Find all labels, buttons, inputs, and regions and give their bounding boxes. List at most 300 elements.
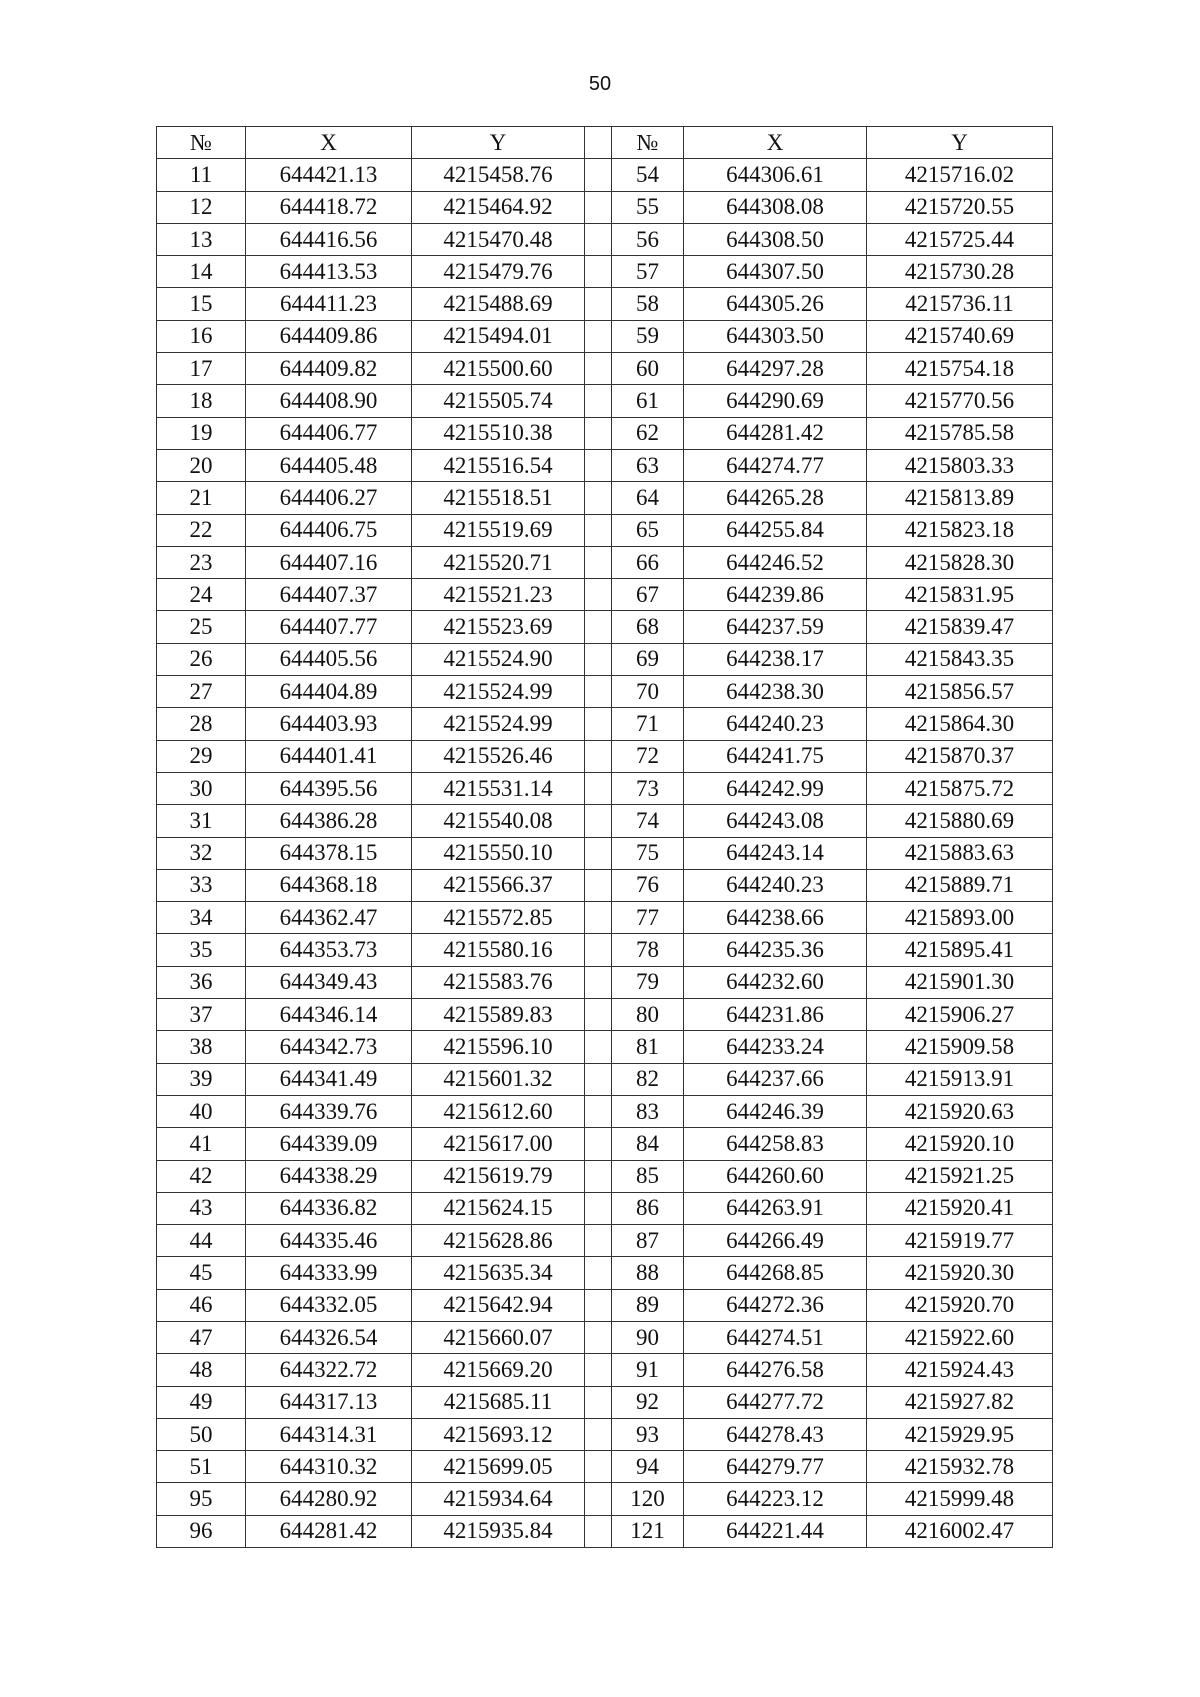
- cell-right-x: 644231.86: [684, 999, 867, 1031]
- cell-left-number: 31: [157, 805, 246, 837]
- cell-right-number: 58: [612, 288, 684, 320]
- cell-left-y: 4215624.15: [412, 1192, 585, 1224]
- cell-right-number: 70: [612, 676, 684, 708]
- cell-left-x: 644418.72: [246, 191, 412, 223]
- cell-left-number: 20: [157, 449, 246, 481]
- cell-right-x: 644278.43: [684, 1418, 867, 1450]
- cell-left-x: 644332.05: [246, 1289, 412, 1321]
- cell-right-y: 4215906.27: [867, 999, 1053, 1031]
- cell-right-x: 644265.28: [684, 482, 867, 514]
- table-row: [157, 1095, 1053, 1127]
- cell-left-x: 644413.53: [246, 256, 412, 288]
- cell-left-number: 45: [157, 1257, 246, 1289]
- cell-left-x: 644407.77: [246, 611, 412, 643]
- column-gap: [585, 676, 612, 708]
- cell-right-x: 644307.50: [684, 256, 867, 288]
- cell-right-number: 93: [612, 1418, 684, 1450]
- cell-right-x: 644221.44: [684, 1515, 867, 1547]
- header-x-left: X: [246, 127, 412, 159]
- column-gap: [585, 1128, 612, 1160]
- cell-left-number: 25: [157, 611, 246, 643]
- table-row: [157, 708, 1053, 740]
- cell-right-number: 121: [612, 1515, 684, 1547]
- cell-left-y: 4215458.76: [412, 159, 585, 191]
- cell-right-x: 644306.61: [684, 159, 867, 191]
- cell-right-y: 4215785.58: [867, 417, 1053, 449]
- cell-left-number: 15: [157, 288, 246, 320]
- cell-right-number: 66: [612, 546, 684, 578]
- cell-right-y: 4215921.25: [867, 1160, 1053, 1192]
- cell-left-number: 42: [157, 1160, 246, 1192]
- table-row: [157, 191, 1053, 223]
- cell-left-number: 44: [157, 1225, 246, 1257]
- cell-right-x: 644277.72: [684, 1386, 867, 1418]
- cell-left-y: 4215589.83: [412, 999, 585, 1031]
- table-row: [157, 256, 1053, 288]
- cell-right-x: 644268.85: [684, 1257, 867, 1289]
- cell-left-number: 96: [157, 1515, 246, 1547]
- cell-right-y: 4215839.47: [867, 611, 1053, 643]
- cell-left-number: 30: [157, 772, 246, 804]
- cell-right-x: 644260.60: [684, 1160, 867, 1192]
- header-y-left: Y: [412, 127, 585, 159]
- table-row: [157, 1225, 1053, 1257]
- column-gap: [585, 1354, 612, 1386]
- cell-left-number: 27: [157, 676, 246, 708]
- cell-left-x: 644406.77: [246, 417, 412, 449]
- cell-right-number: 73: [612, 772, 684, 804]
- cell-right-x: 644223.12: [684, 1483, 867, 1515]
- table-row: [157, 999, 1053, 1031]
- cell-right-y: 4215919.77: [867, 1225, 1053, 1257]
- cell-right-x: 644281.42: [684, 417, 867, 449]
- column-gap: [585, 611, 612, 643]
- column-gap: [585, 837, 612, 869]
- cell-left-number: 47: [157, 1321, 246, 1353]
- cell-left-x: 644386.28: [246, 805, 412, 837]
- cell-left-y: 4215935.84: [412, 1515, 585, 1547]
- table-header-row: [157, 127, 1053, 159]
- cell-left-y: 4215524.99: [412, 708, 585, 740]
- cell-left-number: 23: [157, 546, 246, 578]
- cell-right-number: 71: [612, 708, 684, 740]
- cell-right-y: 4215813.89: [867, 482, 1053, 514]
- column-gap: [585, 1095, 612, 1127]
- cell-right-number: 76: [612, 869, 684, 901]
- table-row: [157, 1418, 1053, 1450]
- cell-left-number: 51: [157, 1451, 246, 1483]
- table-row: [157, 159, 1053, 191]
- cell-right-number: 92: [612, 1386, 684, 1418]
- cell-right-y: 4215927.82: [867, 1386, 1053, 1418]
- cell-left-x: 644317.13: [246, 1386, 412, 1418]
- header-number-right: №: [612, 127, 684, 159]
- cell-left-number: 39: [157, 1063, 246, 1095]
- table-row: [157, 1354, 1053, 1386]
- cell-left-x: 644421.13: [246, 159, 412, 191]
- cell-right-y: 4215932.78: [867, 1451, 1053, 1483]
- cell-left-y: 4215566.37: [412, 869, 585, 901]
- cell-left-number: 26: [157, 643, 246, 675]
- cell-left-x: 644416.56: [246, 223, 412, 255]
- table-row: [157, 643, 1053, 675]
- column-gap: [585, 1451, 612, 1483]
- cell-right-x: 644246.52: [684, 546, 867, 578]
- cell-left-y: 4215693.12: [412, 1418, 585, 1450]
- cell-right-number: 75: [612, 837, 684, 869]
- cell-right-number: 90: [612, 1321, 684, 1353]
- cell-left-number: 16: [157, 320, 246, 352]
- cell-left-y: 4215642.94: [412, 1289, 585, 1321]
- cell-left-number: 36: [157, 966, 246, 998]
- cell-left-y: 4215699.05: [412, 1451, 585, 1483]
- cell-left-y: 4215523.69: [412, 611, 585, 643]
- cell-left-y: 4215583.76: [412, 966, 585, 998]
- cell-right-y: 4215856.57: [867, 676, 1053, 708]
- table-row: [157, 1031, 1053, 1063]
- cell-left-x: 644336.82: [246, 1192, 412, 1224]
- cell-right-x: 644237.66: [684, 1063, 867, 1095]
- cell-right-number: 88: [612, 1257, 684, 1289]
- cell-right-y: 4215880.69: [867, 805, 1053, 837]
- cell-left-x: 644346.14: [246, 999, 412, 1031]
- table-row: [157, 934, 1053, 966]
- cell-right-number: 68: [612, 611, 684, 643]
- header-x-right: X: [684, 127, 867, 159]
- cell-left-number: 24: [157, 579, 246, 611]
- column-gap: [585, 159, 612, 191]
- cell-left-number: 34: [157, 902, 246, 934]
- column-gap: [585, 482, 612, 514]
- cell-right-x: 644266.49: [684, 1225, 867, 1257]
- cell-right-x: 644305.26: [684, 288, 867, 320]
- cell-left-x: 644281.42: [246, 1515, 412, 1547]
- column-gap: [585, 1257, 612, 1289]
- table-row: [157, 1128, 1053, 1160]
- cell-right-y: 4215730.28: [867, 256, 1053, 288]
- cell-right-number: 86: [612, 1192, 684, 1224]
- cell-left-number: 32: [157, 837, 246, 869]
- cell-right-x: 644276.58: [684, 1354, 867, 1386]
- cell-right-y: 4215895.41: [867, 934, 1053, 966]
- cell-left-x: 644407.37: [246, 579, 412, 611]
- cell-right-y: 4215922.60: [867, 1321, 1053, 1353]
- cell-right-y: 4215725.44: [867, 223, 1053, 255]
- cell-left-y: 4215470.48: [412, 223, 585, 255]
- cell-right-x: 644242.99: [684, 772, 867, 804]
- table-row: [157, 676, 1053, 708]
- cell-left-y: 4215488.69: [412, 288, 585, 320]
- cell-right-x: 644279.77: [684, 1451, 867, 1483]
- cell-left-y: 4215510.38: [412, 417, 585, 449]
- cell-right-number: 78: [612, 934, 684, 966]
- cell-left-number: 46: [157, 1289, 246, 1321]
- cell-right-x: 644303.50: [684, 320, 867, 352]
- cell-left-x: 644407.16: [246, 546, 412, 578]
- cell-left-y: 4215550.10: [412, 837, 585, 869]
- table-row: [157, 546, 1053, 578]
- cell-right-y: 4216002.47: [867, 1515, 1053, 1547]
- column-gap: [585, 966, 612, 998]
- cell-right-y: 4215901.30: [867, 966, 1053, 998]
- column-gap: [585, 902, 612, 934]
- cell-left-number: 38: [157, 1031, 246, 1063]
- cell-right-y: 4215913.91: [867, 1063, 1053, 1095]
- cell-right-y: 4215754.18: [867, 353, 1053, 385]
- column-gap: [585, 256, 612, 288]
- cell-right-x: 644235.36: [684, 934, 867, 966]
- cell-left-y: 4215540.08: [412, 805, 585, 837]
- cell-left-y: 4215934.64: [412, 1483, 585, 1515]
- column-gap: [585, 223, 612, 255]
- cell-left-x: 644362.47: [246, 902, 412, 934]
- cell-left-number: 17: [157, 353, 246, 385]
- column-gap: [585, 1192, 612, 1224]
- cell-right-y: 4215999.48: [867, 1483, 1053, 1515]
- cell-right-number: 85: [612, 1160, 684, 1192]
- cell-right-x: 644246.39: [684, 1095, 867, 1127]
- cell-left-y: 4215494.01: [412, 320, 585, 352]
- cell-left-number: 28: [157, 708, 246, 740]
- cell-right-y: 4215716.02: [867, 159, 1053, 191]
- cell-right-y: 4215843.35: [867, 643, 1053, 675]
- cell-left-number: 12: [157, 191, 246, 223]
- cell-right-x: 644274.77: [684, 449, 867, 481]
- table-row: [157, 1063, 1053, 1095]
- cell-left-number: 95: [157, 1483, 246, 1515]
- cell-left-y: 4215524.90: [412, 643, 585, 675]
- cell-right-number: 61: [612, 385, 684, 417]
- cell-left-y: 4215524.99: [412, 676, 585, 708]
- table-row: [157, 288, 1053, 320]
- table-row: [157, 1257, 1053, 1289]
- column-gap: [585, 708, 612, 740]
- cell-right-number: 82: [612, 1063, 684, 1095]
- cell-left-x: 644310.32: [246, 1451, 412, 1483]
- cell-right-number: 69: [612, 643, 684, 675]
- cell-right-x: 644272.36: [684, 1289, 867, 1321]
- cell-left-y: 4215521.23: [412, 579, 585, 611]
- column-gap: [585, 999, 612, 1031]
- table-row: [157, 740, 1053, 772]
- column-gap: [585, 1225, 612, 1257]
- cell-left-number: 19: [157, 417, 246, 449]
- column-gap: [585, 385, 612, 417]
- cell-left-number: 49: [157, 1386, 246, 1418]
- cell-right-x: 644241.75: [684, 740, 867, 772]
- table-row: [157, 417, 1053, 449]
- cell-right-y: 4215720.55: [867, 191, 1053, 223]
- column-gap: [585, 1160, 612, 1192]
- cell-right-number: 64: [612, 482, 684, 514]
- table-row: [157, 611, 1053, 643]
- table-row: [157, 902, 1053, 934]
- table-row: [157, 1321, 1053, 1353]
- cell-left-number: 13: [157, 223, 246, 255]
- cell-right-y: 4215909.58: [867, 1031, 1053, 1063]
- column-gap: [585, 1031, 612, 1063]
- cell-right-number: 77: [612, 902, 684, 934]
- column-gap: [585, 1418, 612, 1450]
- cell-right-y: 4215823.18: [867, 514, 1053, 546]
- cell-right-number: 67: [612, 579, 684, 611]
- cell-left-x: 644404.89: [246, 676, 412, 708]
- page-number: 50: [588, 73, 612, 95]
- cell-right-number: 91: [612, 1354, 684, 1386]
- cell-right-x: 644243.08: [684, 805, 867, 837]
- cell-right-number: 72: [612, 740, 684, 772]
- cell-left-y: 4215617.00: [412, 1128, 585, 1160]
- table-row: [157, 1451, 1053, 1483]
- cell-right-x: 644263.91: [684, 1192, 867, 1224]
- cell-left-y: 4215479.76: [412, 256, 585, 288]
- cell-left-x: 644406.75: [246, 514, 412, 546]
- cell-left-number: 18: [157, 385, 246, 417]
- cell-left-x: 644395.56: [246, 772, 412, 804]
- cell-right-y: 4215875.72: [867, 772, 1053, 804]
- cell-right-x: 644290.69: [684, 385, 867, 417]
- table-row: [157, 837, 1053, 869]
- cell-right-y: 4215740.69: [867, 320, 1053, 352]
- table-row: [157, 1483, 1053, 1515]
- cell-left-x: 644405.48: [246, 449, 412, 481]
- cell-right-x: 644258.83: [684, 1128, 867, 1160]
- table-row: [157, 449, 1053, 481]
- cell-right-number: 120: [612, 1483, 684, 1515]
- cell-left-x: 644339.76: [246, 1095, 412, 1127]
- cell-left-x: 644341.49: [246, 1063, 412, 1095]
- table-body: [157, 159, 1053, 1548]
- column-gap: [585, 1386, 612, 1418]
- cell-right-number: 89: [612, 1289, 684, 1321]
- column-gap: [585, 579, 612, 611]
- column-gap: [585, 869, 612, 901]
- cell-left-x: 644280.92: [246, 1483, 412, 1515]
- cell-left-y: 4215500.60: [412, 353, 585, 385]
- cell-right-y: 4215924.43: [867, 1354, 1053, 1386]
- cell-right-y: 4215920.41: [867, 1192, 1053, 1224]
- cell-right-x: 644308.50: [684, 223, 867, 255]
- cell-right-number: 60: [612, 353, 684, 385]
- column-gap: [585, 772, 612, 804]
- cell-right-number: 62: [612, 417, 684, 449]
- cell-left-y: 4215669.20: [412, 1354, 585, 1386]
- cell-right-number: 74: [612, 805, 684, 837]
- column-gap: [585, 934, 612, 966]
- cell-left-x: 644349.43: [246, 966, 412, 998]
- cell-right-y: 4215920.30: [867, 1257, 1053, 1289]
- cell-right-number: 55: [612, 191, 684, 223]
- cell-right-number: 54: [612, 159, 684, 191]
- cell-right-y: 4215893.00: [867, 902, 1053, 934]
- cell-right-number: 80: [612, 999, 684, 1031]
- cell-left-x: 644333.99: [246, 1257, 412, 1289]
- cell-left-y: 4215596.10: [412, 1031, 585, 1063]
- cell-right-x: 644297.28: [684, 353, 867, 385]
- cell-left-number: 29: [157, 740, 246, 772]
- cell-right-y: 4215770.56: [867, 385, 1053, 417]
- cell-left-y: 4215531.14: [412, 772, 585, 804]
- cell-left-x: 644322.72: [246, 1354, 412, 1386]
- column-gap: [585, 546, 612, 578]
- cell-left-number: 48: [157, 1354, 246, 1386]
- column-gap: [585, 353, 612, 385]
- cell-left-number: 37: [157, 999, 246, 1031]
- table-row: [157, 385, 1053, 417]
- cell-left-x: 644335.46: [246, 1225, 412, 1257]
- cell-left-y: 4215580.16: [412, 934, 585, 966]
- cell-left-x: 644339.09: [246, 1128, 412, 1160]
- cell-right-x: 644238.66: [684, 902, 867, 934]
- table-row: [157, 1192, 1053, 1224]
- cell-left-x: 644411.23: [246, 288, 412, 320]
- cell-left-number: 33: [157, 869, 246, 901]
- cell-left-y: 4215519.69: [412, 514, 585, 546]
- cell-left-x: 644368.18: [246, 869, 412, 901]
- column-gap: [585, 514, 612, 546]
- column-gap: [585, 449, 612, 481]
- table-row: [157, 1515, 1053, 1547]
- cell-left-number: 41: [157, 1128, 246, 1160]
- cell-left-y: 4215685.11: [412, 1386, 585, 1418]
- cell-left-y: 4215612.60: [412, 1095, 585, 1127]
- column-gap: [585, 805, 612, 837]
- cell-left-number: 11: [157, 159, 246, 191]
- cell-left-x: 644409.82: [246, 353, 412, 385]
- cell-left-y: 4215628.86: [412, 1225, 585, 1257]
- cell-left-x: 644409.86: [246, 320, 412, 352]
- column-gap: [585, 740, 612, 772]
- table-row: [157, 1289, 1053, 1321]
- cell-left-number: 40: [157, 1095, 246, 1127]
- cell-left-y: 4215572.85: [412, 902, 585, 934]
- column-gap: [585, 191, 612, 223]
- table-row: [157, 353, 1053, 385]
- cell-left-x: 644338.29: [246, 1160, 412, 1192]
- column-gap: [585, 1063, 612, 1095]
- cell-left-y: 4215518.51: [412, 482, 585, 514]
- table-row: [157, 320, 1053, 352]
- cell-right-y: 4215831.95: [867, 579, 1053, 611]
- cell-left-x: 644408.90: [246, 385, 412, 417]
- coordinates-table: [156, 126, 1053, 1548]
- column-gap: [585, 320, 612, 352]
- cell-left-x: 644378.15: [246, 837, 412, 869]
- cell-right-y: 4215920.70: [867, 1289, 1053, 1321]
- table-row: [157, 1386, 1053, 1418]
- cell-right-number: 59: [612, 320, 684, 352]
- cell-right-x: 644233.24: [684, 1031, 867, 1063]
- cell-right-x: 644255.84: [684, 514, 867, 546]
- column-gap: [585, 1483, 612, 1515]
- cell-left-y: 4215635.34: [412, 1257, 585, 1289]
- column-gap: [585, 1515, 612, 1547]
- column-gap: [585, 1289, 612, 1321]
- cell-right-y: 4215828.30: [867, 546, 1053, 578]
- cell-left-y: 4215619.79: [412, 1160, 585, 1192]
- cell-right-number: 84: [612, 1128, 684, 1160]
- table-row: [157, 482, 1053, 514]
- cell-right-x: 644240.23: [684, 708, 867, 740]
- cell-right-x: 644274.51: [684, 1321, 867, 1353]
- cell-right-x: 644239.86: [684, 579, 867, 611]
- cell-right-y: 4215929.95: [867, 1418, 1053, 1450]
- cell-right-x: 644238.30: [684, 676, 867, 708]
- cell-right-x: 644243.14: [684, 837, 867, 869]
- cell-left-x: 644405.56: [246, 643, 412, 675]
- column-gap: [585, 1321, 612, 1353]
- table-row: [157, 772, 1053, 804]
